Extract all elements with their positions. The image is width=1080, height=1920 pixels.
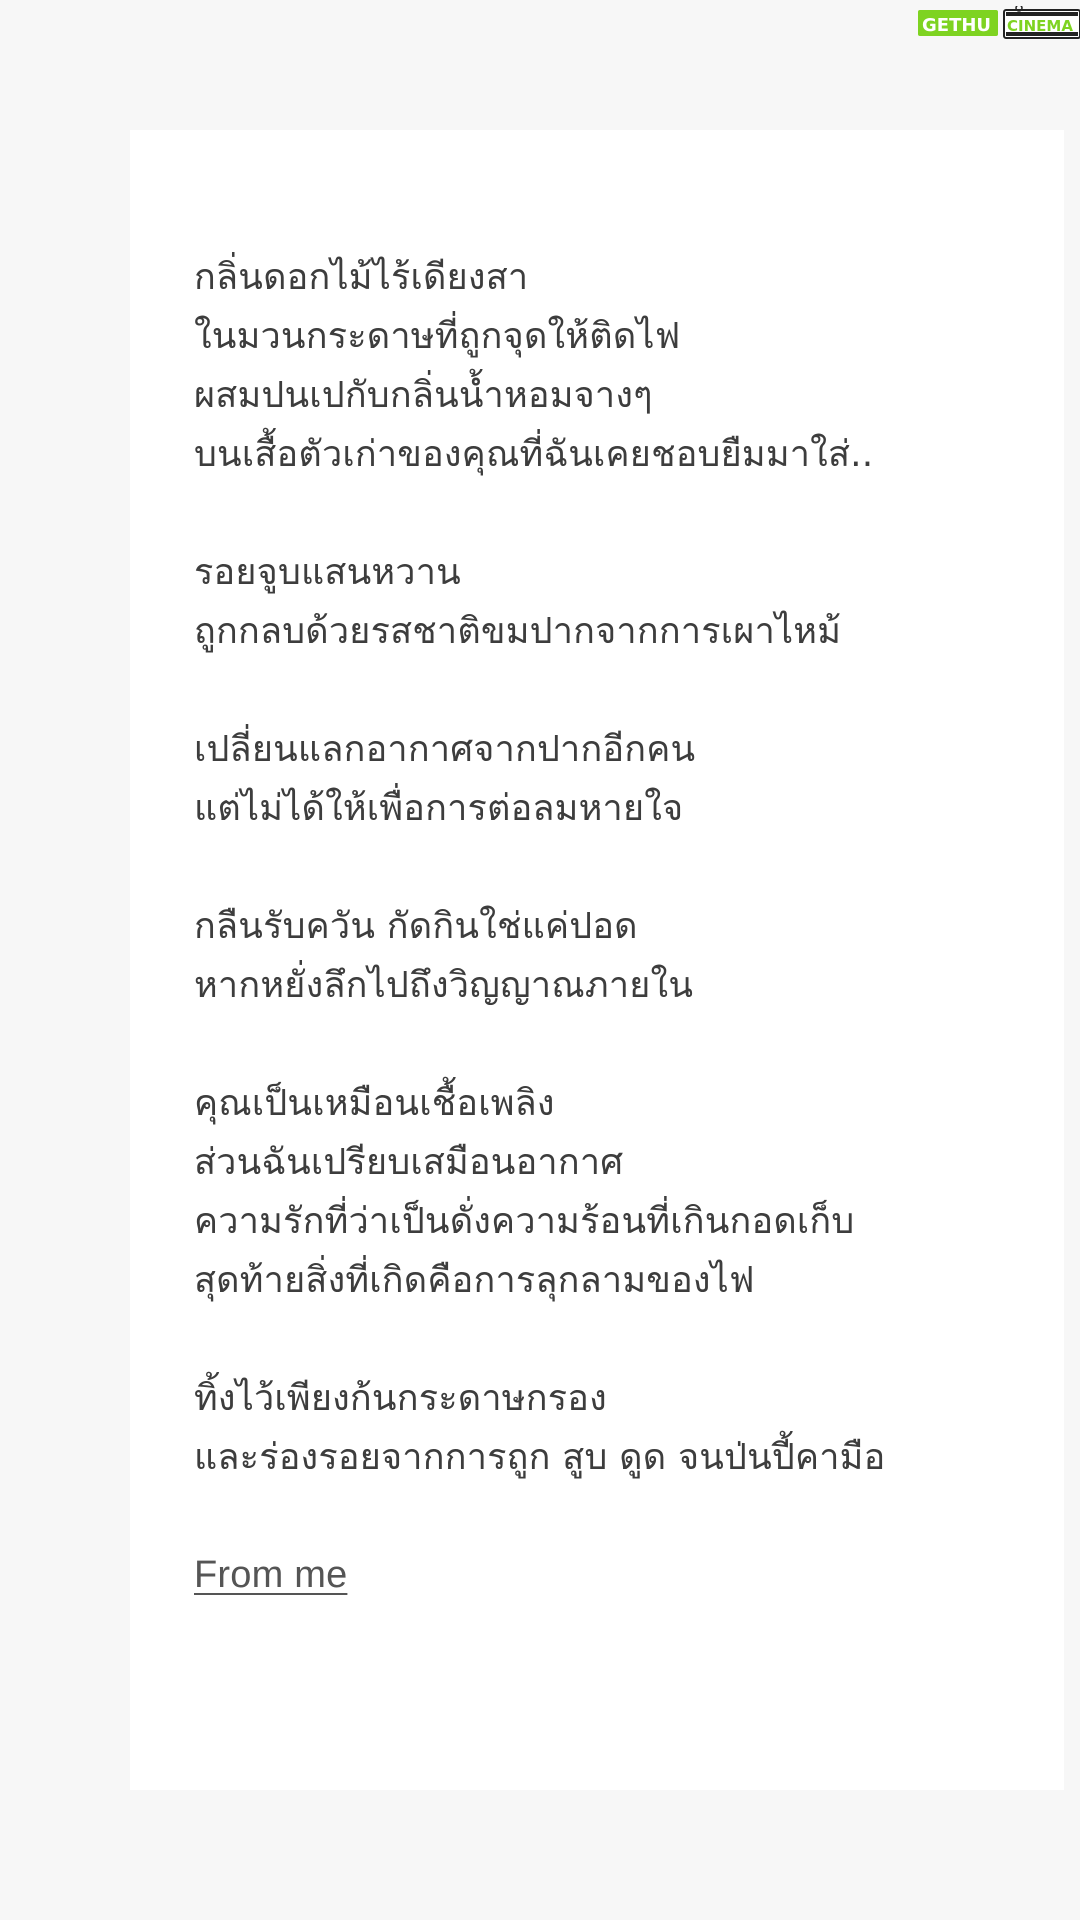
poem-line: กลิ่นดอกไม้ไร้เดียงสา — [194, 257, 529, 298]
poem-line: รอยจูบแสนหวาน — [194, 552, 461, 593]
stanza-2 — [194, 543, 1014, 661]
poem-line: ผสมปนเปกับกลิ่นน้ำหอมจางๆ — [194, 375, 653, 416]
poem-line: ทิ้งไว้เพียงก้นกระดาษกรอง — [194, 1378, 607, 1419]
signature-link[interactable]: From me — [194, 1554, 348, 1596]
poem-line: ส่วนฉันเปรียบเสมือนอากาศ — [194, 1142, 624, 1183]
poem-body — [194, 248, 1014, 1605]
stanza-5 — [194, 1074, 1014, 1310]
poem-line: และร่องรอยจากการถูก สูบ ดูด จนป่นปี้คามือ — [194, 1437, 886, 1478]
stanza-6 — [194, 1369, 1014, 1487]
poem-line: หากหยั่งลึกไปถึงวิญญาณภายใน — [194, 965, 694, 1006]
poem-line: บนเสื้อตัวเก่าของคุณที่ฉันเคยชอบยืมมาใส่.. — [194, 434, 874, 475]
stanza-3 — [194, 720, 1014, 838]
watermark-text-right: CINEMA — [1007, 17, 1073, 35]
poem-line: เปลี่ยนแลกอากาศจากปากอีกคน — [194, 729, 696, 770]
poem-line: กลืนรับควัน กัดกินใช่แค่ปอด — [194, 906, 638, 947]
gethu-cinema-watermark-logo — [918, 6, 1080, 44]
poem-line: ในมวนกระดาษที่ถูกจุดให้ติดไฟ — [194, 316, 681, 357]
watermark-text-left: GETHU — [922, 15, 992, 36]
poem-line: ถูกกลบด้วยรสชาติขมปากจากการเผาไหม้ — [194, 611, 842, 652]
poem-line: คุณเป็นเหมือนเชื้อเพลิง — [194, 1083, 555, 1124]
stanza-4 — [194, 897, 1014, 1015]
poem-line: แต่ไม่ได้ให้เพื่อการต่อลมหายใจ — [194, 788, 684, 829]
stanza-1 — [194, 248, 1014, 484]
poem-line: ความรักที่ว่าเป็นดั่งความร้อนที่เกินกอดเก็บ — [194, 1201, 855, 1242]
poem-line: สุดท้ายสิ่งที่เกิดคือการลุกลามของไฟ — [194, 1260, 755, 1301]
